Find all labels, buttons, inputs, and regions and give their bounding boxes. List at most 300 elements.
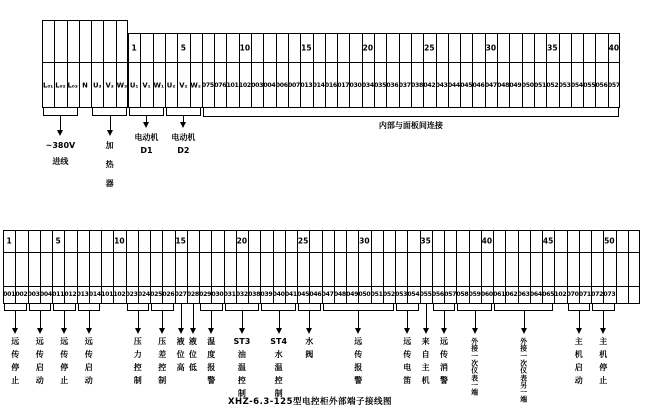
divider-line <box>448 33 449 108</box>
group-label-line: 电动机 <box>171 133 196 142</box>
group-label-line: 仪 <box>471 366 479 375</box>
group-label-line: 传 <box>440 350 448 359</box>
group-bracket <box>29 304 52 311</box>
divider-line <box>91 20 92 108</box>
group-label-line: 报 <box>207 363 216 372</box>
terminal-number: 054 <box>570 81 583 89</box>
terminal-number: 028 <box>186 290 199 298</box>
position-number: 15 <box>301 43 312 53</box>
divider-line <box>522 33 523 108</box>
terminal-number: 031 <box>223 290 236 298</box>
terminal-number: 055 <box>583 81 596 89</box>
group-label-line: 控 <box>158 363 167 372</box>
divider-line <box>103 20 104 108</box>
group-label-line: 次 <box>471 359 479 368</box>
terminal-number: 060 <box>480 290 493 298</box>
arrow-icon <box>178 328 184 334</box>
arrow-icon <box>472 328 478 334</box>
divider-line <box>444 311 445 328</box>
terminal-number: 053 <box>395 290 408 298</box>
terminal-number: 049 <box>509 81 522 89</box>
group-label-line: 启 <box>84 363 93 372</box>
group-label-line: 阀 <box>305 350 314 359</box>
arrow-icon <box>208 328 214 334</box>
group-label-line: 制 <box>274 389 283 398</box>
terminal-number: 007 <box>288 81 301 89</box>
terminal-number: 063 <box>517 290 530 298</box>
terminal-number: 052 <box>382 290 395 298</box>
position-number: 50 <box>604 236 615 246</box>
divider-line <box>165 33 166 108</box>
divider-line <box>349 33 350 108</box>
group-label-line: 止 <box>11 376 20 385</box>
divider-line <box>571 33 572 108</box>
group-bracket <box>129 108 164 116</box>
position-number: 10 <box>239 43 251 53</box>
group-label-line: 远 <box>84 337 93 346</box>
group-label-line: 报 <box>354 363 363 372</box>
terminal-number: 051 <box>534 81 547 89</box>
terminal-number: 070 <box>566 290 579 298</box>
group-bracket <box>92 108 127 116</box>
divider-line <box>603 311 604 328</box>
divider-line <box>89 311 90 328</box>
divider-line <box>460 33 461 108</box>
group-label-line: 远 <box>60 337 69 346</box>
divider-line <box>202 33 203 108</box>
group-label-line: 机 <box>421 376 430 385</box>
terminal-number: 055 <box>419 290 432 298</box>
group-bracket <box>323 304 395 311</box>
position-number: 40 <box>481 236 493 246</box>
terminal-number: 076 <box>214 81 227 89</box>
terminal-number: 056 <box>595 81 608 89</box>
divider-line <box>595 33 596 108</box>
terminal-number: 101 <box>226 81 239 89</box>
group-label-line: 一 <box>471 381 479 390</box>
group-label-line: 动 <box>35 376 44 385</box>
terminal-label: L₀₂ <box>55 81 66 90</box>
group-label-line: 电 <box>403 363 412 372</box>
terminal-number: U₁ <box>129 81 139 90</box>
divider-line <box>374 33 375 108</box>
terminal-number: 052 <box>546 81 559 89</box>
divider-line <box>3 252 640 253</box>
group-bracket <box>203 108 619 117</box>
arrow-icon <box>239 328 245 334</box>
divider-line <box>110 116 111 130</box>
group-label-line: D1 <box>140 146 153 155</box>
divider-line <box>79 20 80 108</box>
position-number: 30 <box>359 236 370 246</box>
terminal-number: 101 <box>101 290 114 298</box>
group-label-line: 位 <box>176 350 185 359</box>
group-label-line: 加 <box>105 141 114 150</box>
group-label-line: 一 <box>520 388 528 397</box>
terminal-number: 057 <box>607 81 620 89</box>
terminal-number: 056 <box>431 290 444 298</box>
terminal-number: V₁ <box>142 81 151 90</box>
divider-line <box>309 311 310 328</box>
terminal-number: 014 <box>312 81 325 89</box>
terminal-number: 071 <box>578 290 591 298</box>
group-label-line: 停 <box>599 363 608 372</box>
group-label-line: 止 <box>60 376 69 385</box>
terminal-number: 006 <box>275 81 288 89</box>
divider-line <box>497 33 498 108</box>
terminal-number: 045 <box>460 81 473 89</box>
terminal-number: 003 <box>27 290 40 298</box>
group-label-line: ST3 <box>233 337 251 346</box>
position-number: 40 <box>608 43 620 53</box>
terminal-number: 013 <box>76 290 89 298</box>
group-label-line: 水 <box>305 337 314 346</box>
group-label-line: 传 <box>84 350 93 359</box>
group-label-line: 表 <box>471 374 479 383</box>
position-number: 25 <box>297 236 309 246</box>
terminal-number: 046 <box>472 81 485 89</box>
divider-line <box>509 33 510 108</box>
group-label-line: ST4 <box>270 337 288 346</box>
group-label-line: 制 <box>133 376 142 385</box>
group-label-line: 主 <box>599 337 608 346</box>
terminal-number: 073 <box>603 290 616 298</box>
divider-line <box>628 230 629 304</box>
terminal-number: 048 <box>497 81 510 89</box>
group-label-line: 位 <box>188 350 197 359</box>
group-label-line: 压 <box>133 337 142 346</box>
group-label-line: 传 <box>11 350 20 359</box>
divider-line <box>177 33 178 108</box>
group-bracket <box>457 304 492 311</box>
divider-line <box>193 304 194 328</box>
group-label-line: 控 <box>133 363 142 372</box>
position-number: 1 <box>6 236 12 246</box>
group-label-line: 低 <box>188 363 197 372</box>
divider-line <box>211 311 212 328</box>
terminal-number: W₁ <box>153 81 164 90</box>
group-label-line: 来 <box>421 337 430 346</box>
group-label-line: 温 <box>274 363 283 372</box>
terminal-number: 041 <box>284 290 297 298</box>
terminal-number: 059 <box>468 290 481 298</box>
group-bracket <box>261 304 296 311</box>
terminal-number: 030 <box>349 81 362 89</box>
terminal-number: 072 <box>591 290 604 298</box>
terminal-number: W₂ <box>190 81 201 90</box>
group-bracket <box>78 304 101 311</box>
group-label-line: 外 <box>471 337 479 346</box>
group-bracket <box>166 108 201 116</box>
terminal-number: 053 <box>558 81 571 89</box>
terminal-number: 042 <box>423 81 436 89</box>
group-label-line: 自 <box>421 350 430 359</box>
divider-line <box>67 20 68 108</box>
group-label-line: 机 <box>574 350 583 359</box>
arrow-icon <box>276 328 282 334</box>
terminal-number: 012 <box>64 290 77 298</box>
bracket-label: 内部与面板间连接 <box>378 121 443 130</box>
group-label-line: 一 <box>520 352 528 361</box>
group-label-line: 传 <box>354 350 363 359</box>
group-label-line: D2 <box>177 146 190 155</box>
position-number: 1 <box>131 43 137 53</box>
group-bracket <box>4 304 27 311</box>
position-number: 20 <box>236 236 248 246</box>
arrow-icon <box>576 328 582 334</box>
group-label-line: 高 <box>176 363 185 372</box>
divider-line <box>153 33 154 108</box>
group-bracket <box>396 304 419 311</box>
terminal-label: L₀₁ <box>42 81 54 90</box>
group-label-line: 仪 <box>520 366 528 375</box>
group-label-line: 制 <box>237 389 246 398</box>
group-label-line: 控 <box>237 376 246 385</box>
group-label-line: 油 <box>237 350 246 359</box>
group-label-line: 液 <box>176 337 185 346</box>
terminal-number: 049 <box>346 290 359 298</box>
group-label-line: 传 <box>35 350 44 359</box>
divider-line <box>337 33 338 108</box>
divider-line <box>399 33 400 108</box>
group-label-line: 电动机 <box>134 133 159 142</box>
terminal-number: 004 <box>263 81 276 89</box>
divider-line <box>181 304 182 328</box>
terminal-number: 047 <box>321 290 334 298</box>
group-label-line: 外 <box>520 337 528 346</box>
divider-line <box>242 311 243 328</box>
group-label-line: 进线 <box>52 157 69 166</box>
terminal-number: 013 <box>300 81 313 89</box>
group-bracket <box>225 304 260 311</box>
terminal-number: 029 <box>199 290 212 298</box>
terminal-number: 002 <box>15 290 28 298</box>
arrow-icon <box>107 130 113 136</box>
divider-line <box>190 33 191 108</box>
arrow-icon <box>190 328 196 334</box>
arrow-icon <box>135 328 141 334</box>
diagram-title: XHZ-6.3-125型电控柜外部端子接线图 <box>227 397 393 407</box>
arrow-icon <box>355 328 361 334</box>
terminal-number: 014 <box>88 290 101 298</box>
group-label-line: 传 <box>60 350 69 359</box>
divider-line <box>313 33 314 108</box>
arrow-icon <box>404 328 410 334</box>
arrow-icon <box>143 122 149 128</box>
terminal-number: 045 <box>297 290 310 298</box>
group-label-line: 主 <box>421 363 430 372</box>
terminal-number: 047 <box>484 81 497 89</box>
arrow-icon <box>441 328 447 334</box>
terminal-number: 032 <box>235 290 248 298</box>
terminal-number: 046 <box>309 290 322 298</box>
terminal-number: 054 <box>407 290 420 298</box>
group-bracket <box>53 304 76 311</box>
group-bracket <box>298 304 321 311</box>
arrow-icon <box>521 328 527 334</box>
position-number: 35 <box>420 236 431 246</box>
group-bracket <box>151 304 174 311</box>
group-label-line: ~380V <box>45 141 76 150</box>
arrow-icon <box>600 328 606 334</box>
arrow-icon <box>12 328 18 334</box>
group-label-line: 温 <box>237 363 246 372</box>
divider-line <box>162 311 163 328</box>
terminal-number: V₂ <box>179 81 188 90</box>
terminal-number: 064 <box>529 290 542 298</box>
group-label-line: 远 <box>11 337 20 346</box>
divider-line <box>325 33 326 108</box>
terminal-number: 038 <box>248 290 261 298</box>
divider-line <box>54 20 55 108</box>
terminal-number: 039 <box>260 290 273 298</box>
divider-line <box>579 311 580 328</box>
terminal-number: 035 <box>374 81 387 89</box>
terminal-number: 102 <box>238 81 251 89</box>
group-label-line: 警 <box>354 376 363 385</box>
group-label-line: 启 <box>35 363 44 372</box>
divider-line <box>358 311 359 328</box>
divider-line <box>426 304 427 328</box>
terminal-number: 017 <box>337 81 350 89</box>
terminal-number: 102 <box>554 290 567 298</box>
terminal-number: 001 <box>3 290 16 298</box>
group-label-line: 止 <box>599 376 608 385</box>
terminal-number: 037 <box>398 81 411 89</box>
terminal-number: 040 <box>272 290 285 298</box>
divider-line <box>15 311 16 328</box>
group-label-line: 停 <box>11 363 20 372</box>
group-label-line: 差 <box>158 350 167 359</box>
group-label-line: 另 <box>520 381 528 390</box>
position-number: 5 <box>180 43 186 53</box>
divider-line <box>40 311 41 328</box>
group-label-line: 水 <box>274 350 283 359</box>
divider-line <box>60 116 61 130</box>
terminal-number: 026 <box>162 290 175 298</box>
terminal-number: 016 <box>324 81 337 89</box>
group-label-line: 次 <box>520 359 528 368</box>
terminal-number: 058 <box>456 290 469 298</box>
divider-line <box>64 311 65 328</box>
group-bracket <box>433 304 456 311</box>
position-number: 10 <box>114 236 125 246</box>
terminal-number: 050 <box>521 81 534 89</box>
terminal-number: 075 <box>201 81 214 89</box>
group-label-line: 动 <box>574 376 583 385</box>
group-label-line: 警 <box>207 376 216 385</box>
terminal-number: 048 <box>333 290 346 298</box>
group-label-line: 力 <box>133 350 142 359</box>
group-label-line: 传 <box>403 350 412 359</box>
terminal-number: 024 <box>137 290 150 298</box>
terminal-number: 062 <box>505 290 518 298</box>
group-label-line: 笛 <box>403 376 412 385</box>
terminal-number: 061 <box>493 290 506 298</box>
group-label-line: 压 <box>158 337 167 346</box>
group-bracket <box>592 304 615 311</box>
group-bracket <box>43 108 78 116</box>
divider-line <box>436 33 437 108</box>
group-label-line: 远 <box>35 337 44 346</box>
arrow-icon <box>57 130 63 136</box>
divider-line <box>583 33 584 108</box>
group-label-line: 消 <box>440 363 448 372</box>
terminal-number: 057 <box>444 290 457 298</box>
terminal-number: 003 <box>251 81 264 89</box>
divider-line <box>116 20 117 108</box>
arrow-icon <box>61 328 67 334</box>
arrow-icon <box>86 328 92 334</box>
position-number: 15 <box>175 236 186 246</box>
divider-line <box>276 33 277 108</box>
divider-line <box>411 33 412 108</box>
group-label-line: 远 <box>354 337 363 346</box>
divider-line <box>534 33 535 108</box>
terminal-number: 043 <box>435 81 448 89</box>
divider-line <box>226 33 227 108</box>
group-bracket <box>127 304 150 311</box>
group-label-line: 端 <box>520 395 528 404</box>
divider-line <box>475 311 476 328</box>
arrow-icon <box>37 328 43 334</box>
terminal-number: 038 <box>411 81 424 89</box>
group-label-line: 制 <box>158 376 167 385</box>
divider-line <box>214 33 215 108</box>
divider-line <box>472 33 473 108</box>
arrow-icon <box>180 122 186 128</box>
divider-line <box>288 33 289 108</box>
position-number: 20 <box>362 43 374 53</box>
divider-line <box>251 33 252 108</box>
terminal-label: U₃ <box>93 81 102 90</box>
group-label-line: 温 <box>207 337 216 346</box>
group-label-line: 器 <box>105 179 114 188</box>
group-label-line: 热 <box>105 160 114 169</box>
position-number: 5 <box>55 236 61 246</box>
group-label-line: 一 <box>471 352 479 361</box>
group-label-line: 表 <box>520 374 528 383</box>
divider-line <box>616 230 617 304</box>
terminal-number: 025 <box>150 290 163 298</box>
terminal-number: 027 <box>174 290 187 298</box>
terminal-number: 011 <box>52 290 65 298</box>
arrow-icon <box>423 328 429 334</box>
terminal-number: 065 <box>542 290 555 298</box>
divider-line <box>559 33 560 108</box>
group-label-line: 远 <box>440 337 448 346</box>
group-label-line: 启 <box>574 363 583 372</box>
divider-line <box>386 33 387 108</box>
group-label-line: 停 <box>60 363 69 372</box>
group-label-line: 机 <box>599 350 608 359</box>
terminal-number: 036 <box>386 81 399 89</box>
divider-line <box>42 62 620 63</box>
arrow-icon <box>159 328 165 334</box>
position-number: 30 <box>485 43 497 53</box>
group-label-line: 警 <box>440 376 448 385</box>
terminal-number: U₂ <box>166 81 176 90</box>
position-number: 35 <box>547 43 558 53</box>
group-label-line: 远 <box>403 337 412 346</box>
divider-line <box>524 311 525 328</box>
group-label-line: 接 <box>520 344 528 353</box>
terminal-number: 050 <box>358 290 371 298</box>
arrow-icon <box>306 328 312 334</box>
terminal-label: N <box>82 81 88 90</box>
group-label-line: 控 <box>274 376 283 385</box>
group-label-line: 主 <box>574 337 583 346</box>
